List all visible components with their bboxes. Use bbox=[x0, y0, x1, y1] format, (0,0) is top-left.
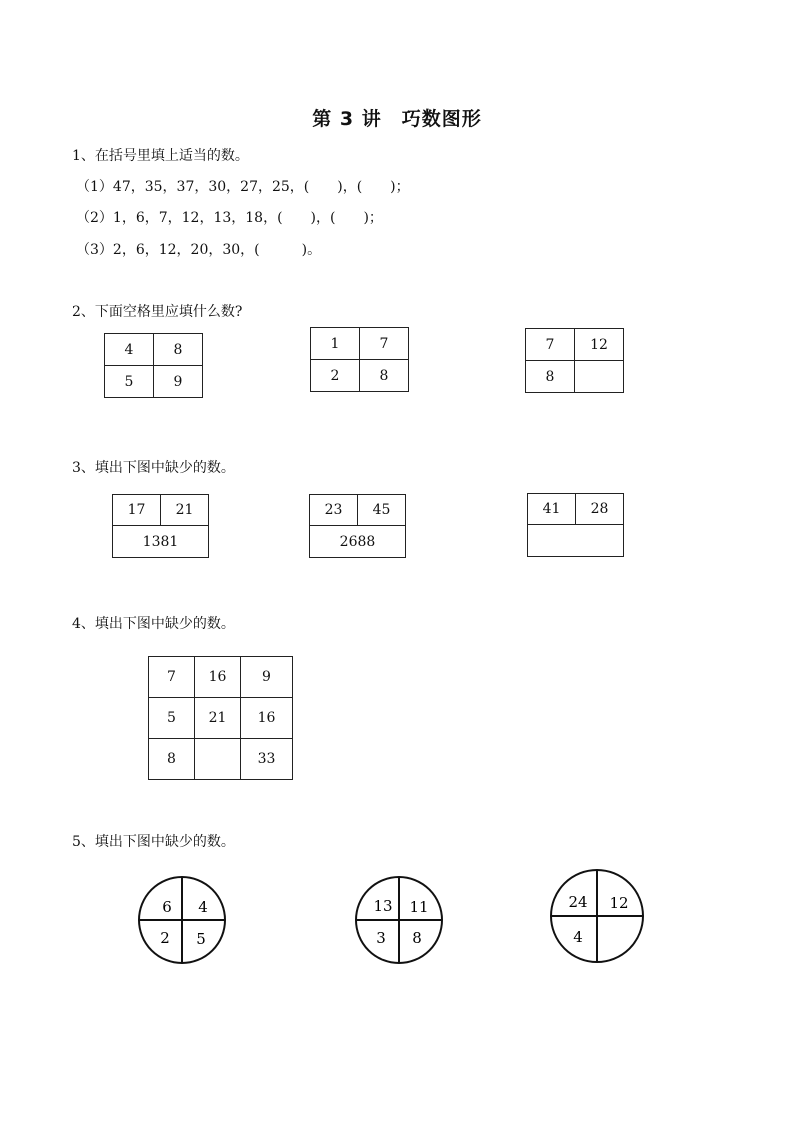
circle-value-tr: 4 bbox=[198, 898, 208, 916]
box-bottom-cell: 1381 bbox=[113, 526, 209, 558]
q2-grid-2 bbox=[310, 327, 409, 392]
q5-circle-3 bbox=[542, 865, 652, 970]
box-bottom-cell: 2688 bbox=[310, 526, 406, 558]
q2-grid-1 bbox=[104, 333, 203, 398]
q1-prompt: 1、在括号里填上适当的数。 bbox=[72, 148, 249, 164]
box-top-cell: 23 bbox=[310, 495, 358, 526]
grid-cell: 8 bbox=[154, 334, 203, 366]
circle-value-tr: 11 bbox=[409, 898, 429, 916]
grid-cell: 16 bbox=[195, 657, 241, 698]
q2-prompt: 2、下面空格里应填什么数? bbox=[72, 304, 243, 320]
grid-cell: 2 bbox=[311, 360, 360, 392]
box-bottom-cell-blank bbox=[528, 525, 624, 557]
box-top-cell: 28 bbox=[576, 494, 624, 525]
q5-prompt: 5、填出下图中缺少的数。 bbox=[72, 834, 235, 850]
q2-grid-3 bbox=[525, 328, 624, 393]
q1-line-3: （3）2，6，12，20，30，( )。 bbox=[76, 242, 322, 258]
circle-value-tl: 13 bbox=[373, 897, 393, 915]
q3-prompt: 3、填出下图中缺少的数。 bbox=[72, 460, 235, 476]
q4-prompt: 4、填出下图中缺少的数。 bbox=[72, 616, 235, 632]
q4-grid bbox=[148, 656, 293, 780]
grid-cell: 8 bbox=[149, 739, 195, 780]
grid-cell: 7 bbox=[149, 657, 195, 698]
q1-line-2: （2）1，6，7，12，13，18，( )，( )； bbox=[76, 210, 383, 226]
grid-cell: 16 bbox=[241, 698, 293, 739]
page-title: 第 3 讲 巧数图形 bbox=[312, 108, 482, 130]
circle-value-tl: 6 bbox=[162, 898, 172, 916]
circle-value-br: 8 bbox=[412, 929, 422, 947]
grid-cell: 7 bbox=[526, 329, 575, 361]
q3-box-3 bbox=[527, 493, 624, 557]
circle-value-br: 5 bbox=[196, 930, 206, 948]
grid-cell: 8 bbox=[360, 360, 409, 392]
grid-cell: 8 bbox=[526, 361, 575, 393]
box-top-cell: 41 bbox=[528, 494, 576, 525]
grid-cell-blank bbox=[195, 739, 241, 780]
grid-cell: 9 bbox=[154, 366, 203, 398]
q5-circle-1 bbox=[130, 870, 235, 970]
circle-value-tr: 12 bbox=[609, 894, 629, 912]
q3-box-1 bbox=[112, 494, 209, 558]
box-top-cell: 21 bbox=[161, 495, 209, 526]
box-top-cell: 45 bbox=[358, 495, 406, 526]
grid-cell: 4 bbox=[105, 334, 154, 366]
grid-cell: 1 bbox=[311, 328, 360, 360]
circle-value-bl: 2 bbox=[160, 929, 170, 947]
circle-value-bl: 4 bbox=[573, 928, 583, 946]
grid-cell: 21 bbox=[195, 698, 241, 739]
grid-cell: 5 bbox=[149, 698, 195, 739]
grid-cell: 5 bbox=[105, 366, 154, 398]
circle-value-bl: 3 bbox=[376, 929, 386, 947]
q1-line-1: （1）47，35，37，30，27，25，( )，( )； bbox=[76, 179, 410, 195]
circle-value-tl: 24 bbox=[568, 893, 588, 911]
grid-cell: 7 bbox=[360, 328, 409, 360]
grid-cell-blank bbox=[575, 361, 624, 393]
q5-circle-2 bbox=[347, 870, 452, 970]
grid-cell: 12 bbox=[575, 329, 624, 361]
grid-cell: 9 bbox=[241, 657, 293, 698]
box-top-cell: 17 bbox=[113, 495, 161, 526]
q3-box-2 bbox=[309, 494, 406, 558]
grid-cell: 33 bbox=[241, 739, 293, 780]
